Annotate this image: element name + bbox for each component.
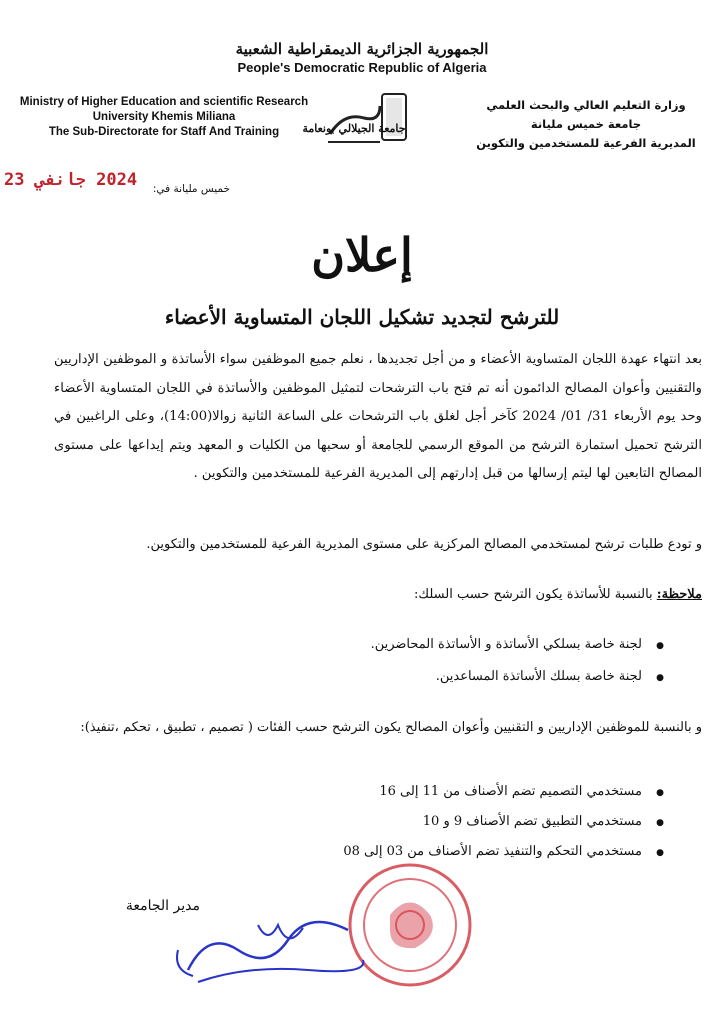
faculty-committee-list xyxy=(54,637,664,701)
body-paragraph-2: و بالنسبة للموظفين الإداريين و التقنيين وأعوان المصالح يكون الترشح حسب الفئات ( تصميم ، تطبيق ، تحكم ،تنفيذ): xyxy=(80,720,702,735)
announcement-subtitle: للترشح لتجديد تشكيل اللجان المتساوية الأعضاء xyxy=(164,305,560,329)
university-en: University Khemis Miliana xyxy=(92,111,236,123)
body-paragraph-1: بعد انتهاء عهدة اللجان المتساوية الأعضاء و من أجل تجديدها ، نعلم جميع الموظفين سواء الأساتذة و الموظفين الإداريين والتقنيين وأعوان المصالح الدائمون أنه تم فتح باب الترشحات لتمثيل الموظفين والأساتذة في اللجان المتساوية الأعضاء وحد يوم الأربعاء 31/ 01/ 2024 كآخر أجل لغلق باب الترشحات على الساعة الثانية زوالا(14:00)، وعلى الراغبين في الترشح تحميل استمارة الترشح من الموقع الرسمي للجامعة أو سحبها من الكليات و المعهد ويتم إيداعها على مستوى المصالح التابعين لها ليتم إرسالها من قبل إدارتهم إلى المديرية الفرعية للمستخدمين والتكوين . xyxy=(54,352,702,482)
list-item: ● مستخدمي التطبيق تضم الأصناف 9 و 10 xyxy=(54,814,664,829)
announcement-title: إعلان xyxy=(311,228,413,282)
list-item: ● لجنة خاصة بسلكي الأساتذة و الأساتذة المحاضرين. xyxy=(54,637,664,652)
ministry-en: Ministry of Higher Education and scientific Research xyxy=(19,96,309,108)
republic-title-en: People's Democratic Republic of Algeria xyxy=(237,60,487,75)
note-text: بالنسبة للأساتذة يكون الترشح حسب السلك: xyxy=(414,587,657,602)
institution-block-ar xyxy=(466,96,706,153)
date-place-label: خميس مليانة في: xyxy=(152,183,230,195)
university-ar: جامعة خميس مليانة xyxy=(530,117,642,131)
subdirectorate-en: The Sub-Directorate for Staff And Training xyxy=(48,126,280,138)
subdirectorate-ar: المديرية الفرعية للمستخدمين والتكوين xyxy=(476,136,696,150)
note-label: ملاحظة: xyxy=(656,587,702,602)
logo-text: جامعة الجيلالي بونعامة xyxy=(302,122,406,135)
note-line xyxy=(54,587,702,602)
university-logo xyxy=(302,92,410,148)
handwritten-signature-icon xyxy=(168,910,368,990)
list-item: ● مستخدمي التحكم والتنفيذ تضم الأصناف من 03 إلى 08 xyxy=(54,844,664,859)
list-item: ● مستخدمي التصميم تضم الأصناف من 11 إلى 16 xyxy=(54,784,664,799)
date-stamp: 2024 جانفي 23 xyxy=(4,170,138,190)
ministry-ar: وزارة التعليم العالي والبحث العلمي xyxy=(486,98,686,112)
republic-title-ar: الجمهورية الجزائرية الديمقراطية الشعبية xyxy=(235,40,489,58)
signer-title: مدير الجامعة xyxy=(125,898,200,914)
list-item: ● لجنة خاصة بسلك الأساتذة المساعدين. xyxy=(54,669,664,684)
institution-block-en xyxy=(14,95,314,140)
body-line-2: و تودع طلبات ترشح لمستخدمي المصالح المركزية على مستوى المديرية الفرعية للمستخدمين والتكوين. xyxy=(146,537,702,552)
